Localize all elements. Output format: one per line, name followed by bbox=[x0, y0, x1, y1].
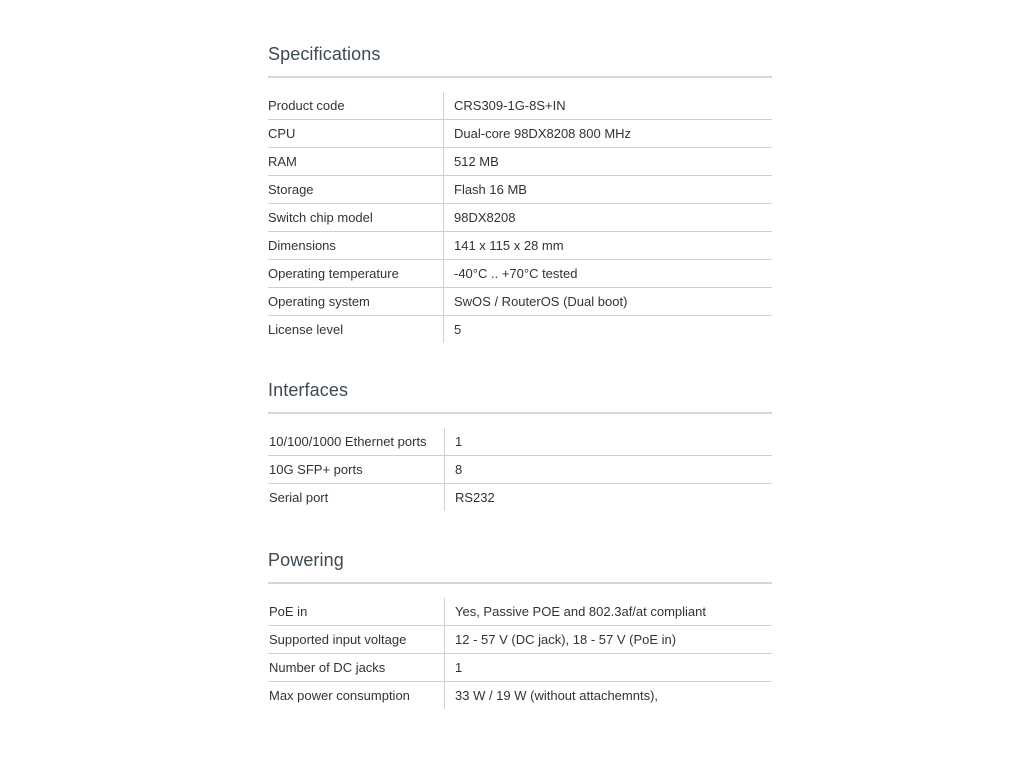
powering-table bbox=[268, 598, 772, 709]
table-row bbox=[268, 92, 772, 120]
spec-key: CPU bbox=[268, 120, 444, 148]
spec-key: Serial port bbox=[268, 484, 445, 512]
spec-value: CRS309-1G-8S+IN bbox=[444, 92, 773, 120]
spec-key: Storage bbox=[268, 176, 444, 204]
table-row bbox=[268, 598, 772, 626]
table-row bbox=[268, 484, 772, 512]
title-divider bbox=[268, 412, 772, 414]
spec-key: Dimensions bbox=[268, 232, 444, 260]
spec-value: 1 bbox=[445, 428, 773, 456]
spec-key: Product code bbox=[268, 92, 444, 120]
section-title-interfaces: Interfaces bbox=[268, 380, 349, 400]
table-row bbox=[268, 176, 772, 204]
table-row bbox=[268, 456, 772, 484]
spec-value: 512 MB bbox=[444, 148, 773, 176]
table-row bbox=[268, 626, 772, 654]
spec-value: Yes, Passive POE and 802.3af/at compliant bbox=[445, 598, 773, 626]
spec-key: 10/100/1000 Ethernet ports bbox=[268, 428, 445, 456]
spec-value: 33 W / 19 W (without attachemnts), bbox=[455, 688, 659, 703]
spec-key: 10G SFP+ ports bbox=[268, 456, 445, 484]
spec-value: 98DX8208 bbox=[444, 204, 773, 232]
spec-value: 141 x 115 x 28 mm bbox=[444, 232, 773, 260]
spec-value: Flash 16 MB bbox=[444, 176, 773, 204]
spec-value: Dual-core 98DX8208 800 MHz bbox=[444, 120, 773, 148]
table-row bbox=[268, 232, 772, 260]
spec-value: RS232 bbox=[455, 490, 495, 505]
table-row bbox=[268, 260, 772, 288]
spec-key: Operating system bbox=[268, 288, 444, 316]
specifications-section bbox=[268, 42, 772, 343]
section-title-specifications: Specifications bbox=[268, 44, 381, 64]
spec-value: -40°C .. +70°C tested bbox=[444, 260, 773, 288]
spec-key: RAM bbox=[268, 148, 444, 176]
table-row bbox=[268, 120, 772, 148]
spec-value: 1 bbox=[445, 654, 773, 682]
spec-value: SwOS / RouterOS (Dual boot) bbox=[444, 288, 773, 316]
table-row bbox=[268, 654, 772, 682]
section-title-powering: Powering bbox=[268, 550, 344, 570]
title-divider bbox=[268, 76, 772, 78]
spec-value: 5 bbox=[454, 322, 462, 337]
table-row bbox=[268, 204, 772, 232]
spec-key: Max power consumption bbox=[268, 682, 445, 710]
spec-value: 12 - 57 V (DC jack), 18 - 57 V (PoE in) bbox=[445, 626, 773, 654]
interfaces-table bbox=[268, 428, 772, 511]
table-row bbox=[268, 316, 772, 344]
table-row bbox=[268, 428, 772, 456]
spec-key: Operating temperature bbox=[268, 260, 444, 288]
specifications-table bbox=[268, 92, 772, 343]
table-row bbox=[268, 148, 772, 176]
title-divider bbox=[268, 582, 772, 584]
spec-value: 8 bbox=[445, 456, 773, 484]
interfaces-section bbox=[268, 378, 772, 511]
powering-section bbox=[268, 548, 772, 709]
spec-key: License level bbox=[268, 316, 444, 344]
table-row bbox=[268, 682, 772, 710]
spec-key: PoE in bbox=[268, 598, 445, 626]
spec-key: Switch chip model bbox=[268, 204, 444, 232]
table-row bbox=[268, 288, 772, 316]
spec-key: Number of DC jacks bbox=[268, 654, 445, 682]
spec-key: Supported input voltage bbox=[268, 626, 445, 654]
